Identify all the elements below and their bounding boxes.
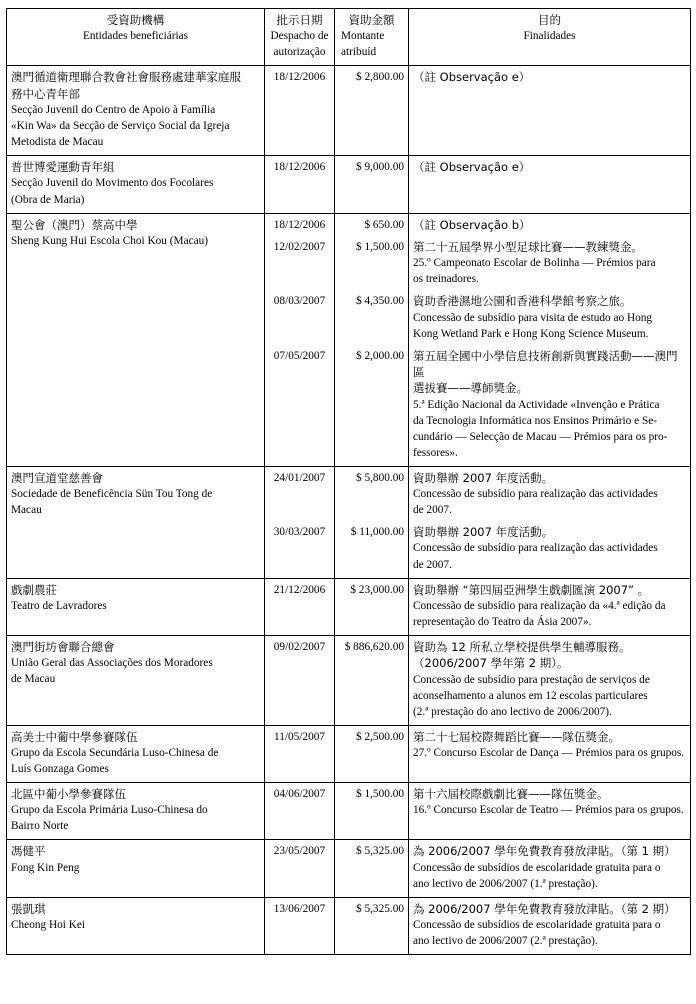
amount-value: $ 886,620.00 bbox=[344, 640, 404, 653]
purpose-line: aconselhamento a alunos em 12 escolas particulares bbox=[413, 689, 648, 702]
column-header-date bbox=[265, 9, 335, 66]
cell-entity bbox=[7, 725, 265, 782]
cell-purpose bbox=[409, 466, 691, 578]
amount-value: $ 2,500.00 bbox=[355, 730, 404, 743]
purpose-text bbox=[413, 470, 686, 518]
purpose-line: 資助舉辦 “第四屆亞洲學生戲劇匯演 2007” 。 bbox=[413, 582, 650, 597]
cell-date bbox=[265, 156, 335, 213]
purpose-text bbox=[413, 348, 686, 461]
purpose-line: 資助為 12 所私立學校提供學生輔導服務。 bbox=[413, 639, 631, 654]
date-value: 04/06/2007 bbox=[273, 788, 326, 801]
purpose-line: Concessão de subsídios de escolaridade gratuita para o bbox=[413, 861, 661, 874]
entity-line: Teatro de Lavradores bbox=[11, 599, 107, 612]
column-header-purpose-zh: 目的 bbox=[538, 13, 561, 27]
entity-line: Luís Gonzaga Gomes bbox=[11, 763, 109, 776]
date-value: 09/02/2007 bbox=[273, 640, 326, 653]
purpose-line: 為 2006/2007 學年免費教育發放津貼。（第 1 期） bbox=[413, 844, 676, 859]
cell-entity bbox=[7, 466, 265, 578]
entity-line: Fong Kin Peng bbox=[11, 861, 80, 874]
cell-date bbox=[265, 466, 335, 578]
entity-line: Sheng Kung Hui Escola Choi Kou (Macau) bbox=[11, 234, 209, 247]
date-value: 24/01/2007 bbox=[273, 471, 326, 484]
cell-date bbox=[265, 897, 335, 954]
cell-date bbox=[265, 635, 335, 725]
cell-date bbox=[265, 840, 335, 897]
date-value: 13/06/2007 bbox=[273, 902, 326, 915]
entity-line: 普世博愛運動青年組 bbox=[11, 160, 115, 175]
purpose-line: ano lectivo de 2006/2007 (1.ª prestação). bbox=[413, 877, 598, 890]
amount-value: $ 9,000.00 bbox=[355, 161, 404, 174]
entity-line: 澳門循道衛理聯合教會社會服務處建華家庭服 bbox=[11, 70, 241, 85]
cell-purpose bbox=[409, 783, 691, 840]
purpose-line: （2006/2007 學年第 2 期）。 bbox=[413, 656, 569, 671]
amount-value: $ 5,800.00 bbox=[355, 471, 404, 484]
column-header-amount-pt-1: Montante bbox=[341, 30, 385, 43]
purpose-line: Kong Wetland Park e Hong Kong Science Museum. bbox=[413, 327, 649, 340]
column-header-date-pt-1: Despacho de bbox=[270, 30, 329, 43]
entity-line: Cheong Hoi Kei bbox=[11, 919, 86, 932]
cell-date bbox=[265, 213, 335, 466]
entity-line: União Geral das Associações dos Moradores bbox=[11, 657, 213, 670]
entity-line: 北區中葡小學參賽隊伍 bbox=[11, 787, 126, 802]
purpose-line: 16.º Concurso Escolar de Teatro — Prémios para os grupos. bbox=[413, 804, 684, 817]
purpose-line: Concessão de subsídios de escolaridade gratuita para o bbox=[413, 919, 661, 932]
cell-date bbox=[265, 578, 335, 635]
date-value: 07/05/2007 bbox=[273, 349, 326, 362]
column-header-amount-pt-2: atribuíd bbox=[341, 46, 377, 59]
header-row bbox=[7, 9, 691, 66]
entity-line: «Kin Wa» da Secção de Serviço Social da Igreja bbox=[11, 120, 230, 133]
purpose-text bbox=[413, 217, 686, 233]
cell-date bbox=[265, 725, 335, 782]
table-row bbox=[7, 466, 691, 578]
purpose-line: fessores». bbox=[413, 446, 458, 459]
cell-entity bbox=[7, 897, 265, 954]
cell-amount bbox=[335, 635, 409, 725]
purpose-text bbox=[413, 293, 686, 341]
amount-value: $ 5,325.00 bbox=[355, 902, 404, 915]
cell-purpose bbox=[409, 213, 691, 466]
purpose-line: representação do Teatro da Ásia 2007». bbox=[413, 615, 592, 628]
column-header-amount bbox=[335, 9, 409, 66]
purpose-line: 27.º Concurso Escolar de Dança — Prémios para os grupos. bbox=[413, 747, 685, 759]
purpose-line: da Tecnologia Informática nos Ensinos Primário e Se- bbox=[413, 414, 658, 427]
amount-value: $ 23,000.00 bbox=[350, 583, 404, 596]
purpose-line: 第五屆全國中小學信息技術創新與實踐活動——澳門區 bbox=[413, 348, 678, 379]
entity-line: Secção Juvenil do Movimento dos Focolares bbox=[11, 177, 214, 190]
purpose-line: 第二十七屆校際舞蹈比賽——隊伍獎金。 bbox=[413, 729, 620, 744]
purpose-line: 25.º Campeonato Escolar de Bolinha — Prémios para bbox=[413, 257, 656, 270]
purpose-text bbox=[413, 901, 686, 949]
purpose-line: os treinadores. bbox=[413, 273, 479, 286]
cell-amount bbox=[335, 66, 409, 156]
entity-line: Grupo da Escola Primária Luso-Chinesa do bbox=[11, 804, 208, 817]
purpose-line: 第十六屆校際戲劇比賽——隊伍獎金。 bbox=[413, 787, 609, 802]
purpose-line: Concessão de subsídio para realização das actividades bbox=[413, 488, 658, 501]
purpose-line: Concessão de subsídio para visita de estudo ao Hong bbox=[413, 311, 653, 324]
table-row bbox=[7, 66, 691, 156]
purpose-line: （註 Observação e） bbox=[413, 70, 531, 85]
table-row bbox=[7, 783, 691, 840]
purpose-text bbox=[413, 69, 686, 85]
column-header-entity-pt: Entidades beneficiárias bbox=[82, 30, 189, 43]
entity-line: Bairro Norte bbox=[11, 820, 69, 833]
cell-purpose bbox=[409, 578, 691, 635]
cell-date bbox=[265, 66, 335, 156]
purpose-text bbox=[413, 239, 686, 287]
column-header-entity-zh: 受資助機構 bbox=[106, 13, 165, 27]
purpose-line: ano lectivo de 2006/2007 (2.ª prestação). bbox=[413, 935, 598, 948]
entity-line: de Macau bbox=[11, 673, 56, 686]
purpose-text bbox=[413, 786, 686, 818]
cell-amount bbox=[335, 156, 409, 213]
purpose-line: (2.ª prestação do ano lectivo de 2006/2007). bbox=[413, 705, 612, 718]
purpose-line: 選拔賽——導師獎金。 bbox=[413, 381, 528, 396]
purpose-line: Concessão de subsídio para realização das actividades bbox=[413, 542, 658, 555]
cell-entity bbox=[7, 783, 265, 840]
amount-value: $ 650.00 bbox=[364, 218, 404, 231]
date-value: 23/05/2007 bbox=[273, 845, 326, 858]
entity-line: 高美士中葡中學參賽隊伍 bbox=[11, 729, 138, 744]
date-value: 18/12/2006 bbox=[273, 71, 326, 84]
date-value: 18/12/2006 bbox=[273, 218, 326, 231]
cell-amount bbox=[335, 578, 409, 635]
cell-amount bbox=[335, 840, 409, 897]
purpose-line: 為 2006/2007 學年免費教育發放津貼。（第 2 期） bbox=[413, 901, 676, 916]
purpose-line: （註 Observação b） bbox=[413, 217, 531, 232]
column-header-amount-zh: 資助金額 bbox=[348, 13, 395, 27]
amount-value: $ 1,500.00 bbox=[355, 788, 404, 801]
column-header-purpose bbox=[409, 9, 691, 66]
purpose-line: 資助香港濕地公園和香港科學館考察之旅。 bbox=[413, 294, 632, 309]
cell-amount bbox=[335, 783, 409, 840]
entity-line: 馮健平 bbox=[11, 844, 46, 859]
grants-table bbox=[6, 8, 691, 955]
cell-entity bbox=[7, 840, 265, 897]
cell-amount bbox=[335, 897, 409, 954]
amount-value: $ 2,800.00 bbox=[355, 71, 404, 84]
entity-line: (Obra de Maria) bbox=[11, 193, 85, 206]
table-row bbox=[7, 725, 691, 782]
entity-line: Secção Juvenil do Centro de Apoio à Família bbox=[11, 104, 216, 117]
amount-value: $ 1,500.00 bbox=[355, 240, 404, 253]
column-header-entity bbox=[7, 9, 265, 66]
table-row bbox=[7, 897, 691, 954]
cell-purpose bbox=[409, 66, 691, 156]
entity-line: Macau bbox=[11, 504, 42, 517]
purpose-text bbox=[413, 843, 686, 891]
purpose-line: 第二十五屆學界小型足球比賽——教練獎金。 bbox=[413, 239, 643, 254]
cell-entity bbox=[7, 635, 265, 725]
entity-line: Metodista de Macau bbox=[11, 136, 104, 149]
entity-line: 聖公會（澳門）蔡高中學 bbox=[11, 217, 138, 232]
date-value: 11/05/2007 bbox=[273, 730, 326, 743]
date-value: 12/02/2007 bbox=[273, 240, 326, 253]
table-row bbox=[7, 156, 691, 213]
purpose-line: cundário — Selecção de Macau — Prémios para os pro- bbox=[413, 430, 668, 443]
cell-purpose bbox=[409, 897, 691, 954]
purpose-line: de 2007. bbox=[413, 558, 452, 571]
table-row bbox=[7, 213, 691, 466]
entity-line: Grupo da Escola Secundária Luso-Chinesa de bbox=[11, 747, 219, 759]
table-row bbox=[7, 635, 691, 725]
entity-line: Sociedade de Beneficência Sün Tou Tong de bbox=[11, 488, 213, 501]
purpose-text bbox=[413, 524, 686, 572]
purpose-text bbox=[413, 639, 686, 720]
purpose-line: 5.ª Edição Nacional da Actividade «Invenção e Prática bbox=[413, 398, 660, 411]
cell-entity bbox=[7, 66, 265, 156]
amount-value: $ 2,000.00 bbox=[355, 349, 404, 362]
table-row bbox=[7, 840, 691, 897]
date-value: 18/12/2006 bbox=[273, 161, 326, 174]
purpose-line: Concessão de subsídio para prestação de serviços de bbox=[413, 673, 650, 686]
date-value: 21/12/2006 bbox=[273, 583, 326, 596]
amount-value: $ 4,350.00 bbox=[355, 295, 404, 308]
date-value: 30/03/2007 bbox=[273, 526, 326, 539]
table-row bbox=[7, 578, 691, 635]
column-header-date-zh: 批示日期 bbox=[276, 13, 323, 27]
cell-entity bbox=[7, 578, 265, 635]
entity-line: 澳門宣道堂慈善會 bbox=[11, 470, 103, 485]
cell-purpose bbox=[409, 725, 691, 782]
column-header-date-pt-2: autorização bbox=[273, 46, 326, 59]
purpose-text bbox=[413, 159, 686, 175]
cell-amount bbox=[335, 466, 409, 578]
cell-amount bbox=[335, 213, 409, 466]
date-value: 08/03/2007 bbox=[273, 295, 326, 308]
entity-line: 戲劇農莊 bbox=[11, 582, 57, 597]
entity-line: 澳門街坊會聯合總會 bbox=[11, 639, 115, 654]
purpose-line: Concessão de subsídio para realização da «4.ª edição da bbox=[413, 599, 666, 612]
table-header bbox=[7, 9, 691, 66]
cell-entity bbox=[7, 156, 265, 213]
purpose-text bbox=[413, 582, 686, 630]
purpose-line: 資助舉辦 2007 年度活動。 bbox=[413, 470, 554, 485]
purpose-text bbox=[413, 729, 686, 761]
cell-date bbox=[265, 783, 335, 840]
cell-amount bbox=[335, 725, 409, 782]
cell-purpose bbox=[409, 635, 691, 725]
purpose-line: 資助舉辦 2007 年度活動。 bbox=[413, 525, 554, 540]
cell-purpose bbox=[409, 156, 691, 213]
cell-purpose bbox=[409, 840, 691, 897]
table-body bbox=[7, 66, 691, 955]
column-header-purpose-pt: Finalidades bbox=[523, 30, 576, 43]
entity-line: 務中心青年部 bbox=[11, 86, 80, 101]
purpose-line: de 2007. bbox=[413, 504, 452, 517]
amount-value: $ 11,000.00 bbox=[350, 526, 404, 539]
amount-value: $ 5,325.00 bbox=[355, 845, 404, 858]
purpose-line: （註 Observação e） bbox=[413, 160, 531, 175]
cell-entity bbox=[7, 213, 265, 466]
entity-line: 張凱琪 bbox=[11, 901, 46, 916]
